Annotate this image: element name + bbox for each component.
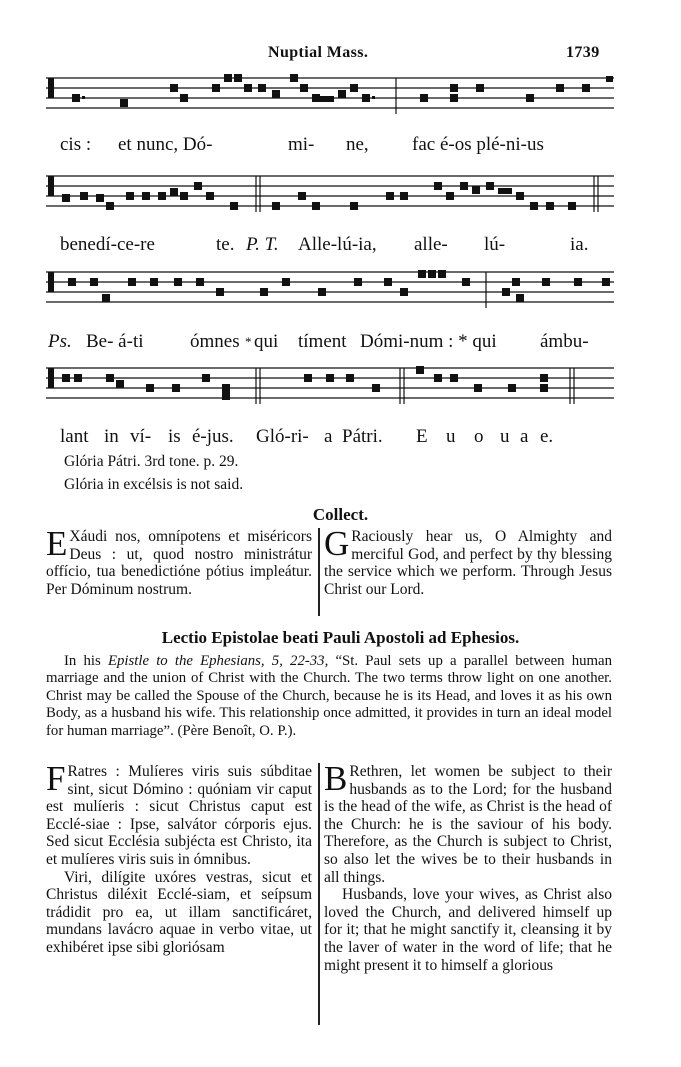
lyric: Dómi-num : * qui — [360, 331, 497, 352]
lyric: in — [104, 426, 119, 447]
drop-cap: B — [324, 759, 348, 798]
lyric: Alle-lú-ia, — [298, 234, 377, 255]
epistle-title: Lectio Epistolae beati Pauli Apostoli ad Ephesios. — [161, 628, 520, 647]
running-title: Nuptial Mass. — [268, 44, 369, 61]
lyric: u — [446, 426, 456, 447]
column-divider — [318, 763, 320, 1025]
chant-staff-1 — [46, 70, 614, 122]
rubric-gloria-patri: Glória Pátri. 3rd tone. p. 29. — [64, 453, 239, 470]
drop-cap: E — [46, 524, 68, 563]
epistle-english-p1: Rethren, let women be subject to their husbands as to the Lord; for the husband is the head of the wife, as Christ is the head of the Church: he is the saviour of his body. Therefore, as the Church is subject to Christ, so also let the wives be to their husbands in all things. — [324, 763, 612, 886]
chant-lyrics-1 — [46, 134, 626, 158]
chant-lyrics-2 — [46, 234, 626, 258]
lyric: Gló-ri- — [256, 426, 309, 447]
epistle-english — [324, 759, 612, 974]
chant-lyrics-4 — [46, 426, 626, 450]
lyric-asterisk: * — [245, 334, 252, 349]
lyric: benedí-ce-re — [60, 234, 155, 255]
collect-latin — [46, 524, 312, 598]
epistle-english-p2: Husbands, love your wives, as Christ also loved the Church, and delivered himself up for it; that he might sanctify it, cleansing it by the laver of water in the word of life; that he might present it to himself a glorious — [324, 886, 612, 974]
epistle-latin-p1: Ratres : Mulíeres viris suis súbditae sint, sicut Dómino : quóniam vir caput est mulíeris : sicut Christus caput est Ecclé-siae : Ipse, salvátor córporis ejus. Sed sicut Ecclésia subjécta est Christo, ita et mulíeres viris suis in ómnibus. — [46, 763, 312, 868]
epistle-intro: In his Epistle to the Ephesians, 5, 22-33, “St. Paul sets up a parallel between human marriage and the union of Christ with the Church. The two terms throw light on one another. Christ may be called the Spouse of the Church, because he is its Head, and loves it as his own Body, as a husband his wife. This relationship once admitted, it provides in turn an ideal model for human marriage”. (Père Benoît, O. P.). — [46, 653, 612, 739]
lyric: ia. — [570, 234, 589, 255]
lyric: Be- á-ti — [86, 331, 144, 352]
collect-title: Collect. — [312, 505, 369, 524]
epistle-latin — [46, 759, 312, 957]
lyric: Pátri. — [342, 426, 383, 447]
lyric: is — [168, 426, 181, 447]
lyric: lant — [60, 426, 89, 447]
drop-cap: G — [324, 524, 350, 563]
collect-english — [324, 524, 612, 598]
lyric: cis : — [60, 134, 92, 155]
lyric: e. — [540, 426, 554, 447]
lyric: ámbu- — [540, 331, 589, 352]
collect-english-text: Raciously hear us, O Almighty and merciful God, and perfect by thy blessing the service which we perform. Through Jesus Christ our Lord. — [324, 528, 612, 598]
rubric-gloria-in-excelsis: Glória in excélsis is not said. — [64, 476, 244, 493]
lyric: fac é-os plé-ni-us — [412, 134, 544, 155]
lyric: tíment — [298, 331, 347, 352]
page-number: 1739 — [566, 44, 600, 61]
column-divider — [318, 528, 320, 616]
lyric: é-jus. — [192, 426, 234, 447]
lyric: E — [416, 426, 428, 447]
lyric: et nunc, Dó- — [118, 134, 213, 155]
chant-staff-2 — [46, 168, 614, 220]
lyric: Ps. — [48, 331, 72, 352]
lyric: mi- — [288, 134, 315, 155]
lyric: alle- — [414, 234, 448, 255]
chant-staff-3 — [46, 264, 614, 316]
lyric: ómnes — [190, 331, 240, 352]
chant-lyrics-3 — [46, 331, 626, 355]
lyric: lú- — [484, 234, 506, 255]
lyric: a — [324, 426, 333, 447]
lyric: o — [474, 426, 484, 447]
lyric: ví- — [130, 426, 152, 447]
lyric: u — [500, 426, 510, 447]
lyric: ne, — [346, 134, 369, 155]
drop-cap: F — [46, 759, 66, 798]
lyric: qui — [254, 331, 279, 352]
epistle-latin-p2: Viri, dilígite uxóres vestras, sicut et Christus diléxit Ecclé-siam, et seípsum trádidit pro ea, ut illam sanctificáret, mundans lavácro aquae in verbo vitae, ut exhibéret ipse sibi gloriósam — [46, 868, 312, 956]
lyric: P. T. — [246, 234, 279, 255]
chant-staff-4 — [46, 360, 614, 412]
collect-latin-text: Xáudi nos, omnípotens et miséricors Deus : ut, quod nostro ministrátur offício, tua benedictióne pótius impleátur. Per Dóminum nostrum. — [46, 528, 312, 598]
lyric: a — [520, 426, 529, 447]
lyric: te. — [216, 234, 235, 255]
